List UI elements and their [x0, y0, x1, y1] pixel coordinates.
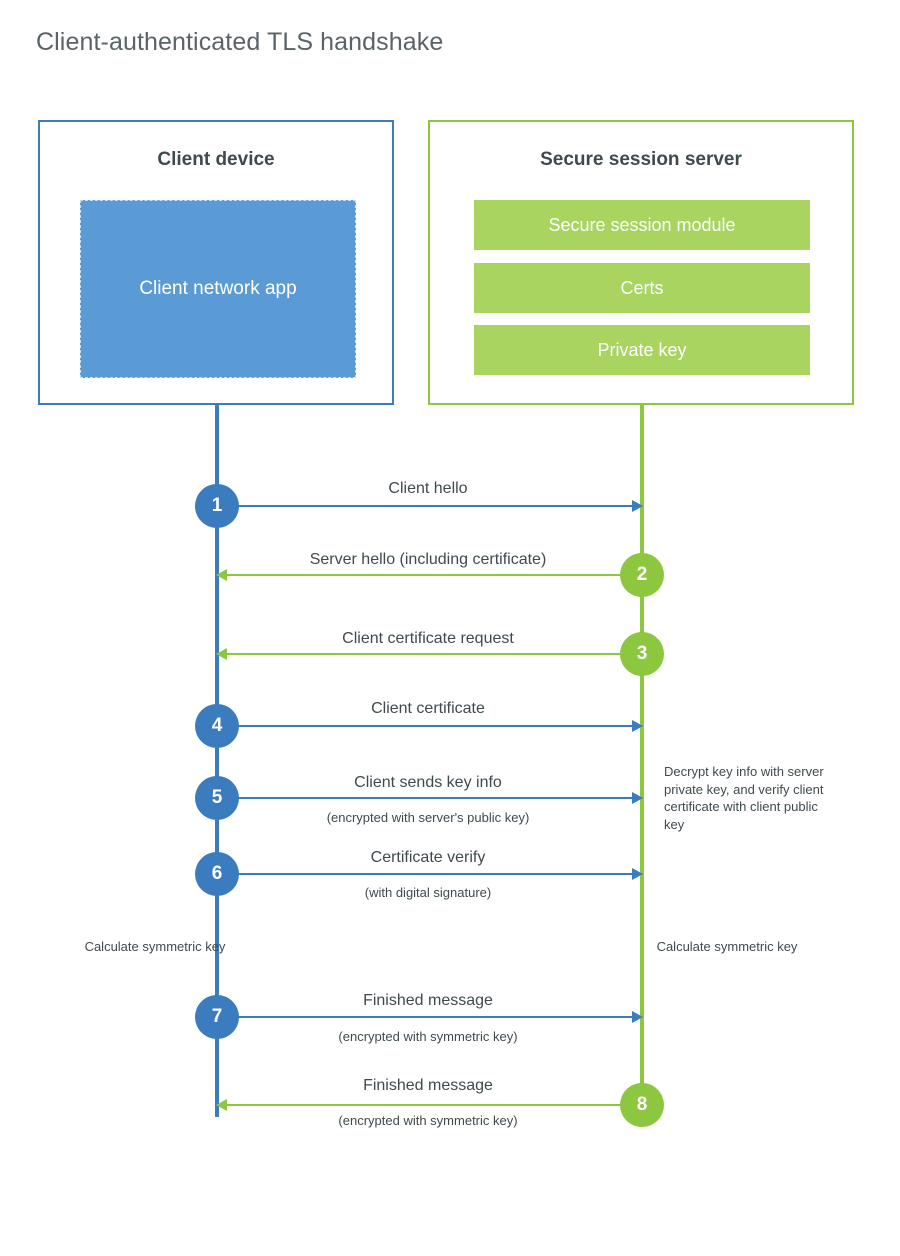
- step-1-arrow-head: [632, 500, 643, 512]
- step-marker-4: 4: [195, 704, 239, 748]
- step-marker-5: 5: [195, 776, 239, 820]
- step-3-arrow-line: [224, 653, 640, 655]
- step-7-sublabel: (encrypted with symmetric key): [338, 1029, 518, 1044]
- step-marker-6: 6: [195, 852, 239, 896]
- step-marker-8: 8: [620, 1083, 664, 1127]
- step-7-label: Finished message: [363, 992, 493, 1009]
- step-6-arrow-line: [218, 873, 634, 875]
- step-8-label: Finished message: [363, 1077, 493, 1094]
- step-marker-1: 1: [195, 484, 239, 528]
- server-component-private-key: Private key: [474, 325, 810, 375]
- step-marker-7: 7: [195, 995, 239, 1039]
- step-5-arrow-head: [632, 792, 643, 804]
- client-network-app-block: Client network app: [80, 200, 356, 378]
- step-7-arrow-line: [218, 1016, 634, 1018]
- step-marker-3: 3: [620, 632, 664, 676]
- client-device-box: [38, 120, 394, 405]
- step-7-arrow-head: [632, 1011, 643, 1023]
- step-2-arrow-head: [216, 569, 227, 581]
- step-2-label: Server hello (including certificate): [309, 551, 547, 568]
- server-calculate-note: Calculate symmetric key: [656, 939, 798, 954]
- secure-session-server-box: [428, 120, 854, 405]
- server-component-certs: Certs: [474, 263, 810, 313]
- client-device-title: Client device: [157, 149, 275, 170]
- step-8-arrow-head: [216, 1099, 227, 1111]
- step-6-label: Certificate verify: [370, 849, 486, 866]
- server-component-secure-session-module: Secure session module: [474, 200, 810, 250]
- client-calculate-note: Calculate symmetric key: [84, 939, 226, 954]
- step-3-arrow-head: [216, 648, 227, 660]
- server-decrypt-note: Decrypt key info with server private key, and verify client certificate with client public key: [664, 764, 824, 832]
- step-8-arrow-line: [224, 1104, 640, 1106]
- step-5-label: Client sends key info: [354, 774, 502, 791]
- step-6-arrow-head: [632, 868, 643, 880]
- step-2-arrow-line: [224, 574, 640, 576]
- step-8-sublabel: (encrypted with symmetric key): [338, 1113, 518, 1128]
- step-4-arrow-line: [218, 725, 634, 727]
- step-marker-2: 2: [620, 553, 664, 597]
- step-4-arrow-head: [632, 720, 643, 732]
- page-title: Client-authenticated TLS handshake: [36, 28, 444, 56]
- step-4-label: Client certificate: [371, 700, 485, 717]
- step-6-sublabel: (with digital signature): [364, 885, 492, 900]
- step-1-arrow-line: [218, 505, 634, 507]
- step-1-label: Client hello: [388, 480, 468, 497]
- secure-session-server-title: Secure session server: [540, 149, 742, 170]
- step-3-label: Client certificate request: [342, 630, 514, 647]
- step-5-arrow-line: [218, 797, 634, 799]
- step-5-sublabel: (encrypted with server's public key): [326, 810, 530, 825]
